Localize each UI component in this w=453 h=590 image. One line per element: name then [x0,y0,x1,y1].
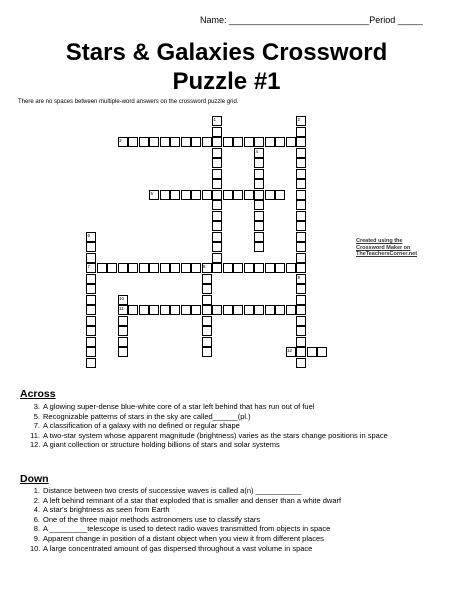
down-heading: Down [20,473,49,485]
grid-cell[interactable] [160,305,170,315]
grid-cell[interactable] [86,253,96,263]
grid-cell[interactable] [296,316,306,326]
name-blank[interactable]: ____________________________ [229,15,370,25]
grid-number-9: 9 [297,274,301,280]
grid-cell[interactable] [86,326,96,336]
grid-cell[interactable] [212,221,222,231]
period-blank[interactable]: _____ [397,15,423,25]
grid-cell[interactable] [223,137,233,147]
grid-cell[interactable] [107,263,117,273]
grid-cell[interactable] [118,337,128,347]
grid-cell[interactable] [212,242,222,252]
grid-cell[interactable] [202,305,212,315]
grid-cell[interactable] [212,148,222,158]
clue-across-11: 11. A two-star system whose apparent magnitude (brightness) varies as the stars change positions in space [30,430,388,440]
grid-cell[interactable] [212,158,222,168]
grid-cell[interactable] [160,190,170,200]
grid-cell[interactable] [254,200,264,210]
grid-cell[interactable] [296,253,306,263]
grid-cell[interactable] [254,169,264,179]
grid-cell[interactable] [202,137,212,147]
grid-cell[interactable] [181,137,191,147]
grid-number-3: 3 [119,138,122,143]
grid-cell[interactable] [223,263,233,273]
grid-cell[interactable] [212,127,222,137]
grid-cell[interactable] [202,295,212,305]
grid-cell[interactable] [254,211,264,221]
grid-cell[interactable] [296,137,306,147]
grid-cell[interactable] [86,347,96,357]
grid-cell[interactable] [191,263,201,273]
grid-cell[interactable] [202,316,212,326]
grid-number-2: 2 [297,117,301,122]
grid-cell[interactable] [181,190,191,200]
grid-cell[interactable] [296,347,306,357]
clue-across-3: 3. A glowing super-dense blue-white core of a star left behind that has run out of fuel [33,402,315,411]
grid-cell[interactable] [212,190,222,200]
grid-cell[interactable] [170,137,180,147]
grid-cell[interactable] [191,137,201,147]
grid-cell[interactable] [233,305,243,315]
clue-across-7: 7. A classification of a galaxy with no defined or regular shape [33,421,240,431]
grid-cell[interactable] [181,263,191,273]
grid-cell[interactable] [181,305,191,315]
grid-cell[interactable] [212,232,222,242]
grid-cell[interactable] [202,284,212,294]
clue-down-10: 10. A large concentrated amount of gas dispersed throughout a vast volume in space [30,543,313,553]
grid-cell[interactable] [118,326,128,336]
grid-cell[interactable] [118,347,128,357]
grid-cell[interactable] [296,211,306,221]
grid-cell[interactable] [286,305,296,315]
clue-down-2: 2. A left behind remnant of a star that exploded that is smaller and denser than a white dwarf [33,495,342,505]
clue-down-9: 9. Apparent change in position of a distant object when you view it from different places [33,533,324,543]
grid-cell[interactable] [139,263,149,273]
grid-number-10: 10 [119,295,125,301]
instructions-note: There are no spaces between multiple-word answers on the crossword puzzle grid. [18,99,239,105]
grid-cell[interactable] [233,137,243,147]
grid-cell[interactable] [86,316,96,326]
grid-cell[interactable] [296,179,306,189]
grid-cell[interactable] [317,347,327,357]
grid-cell[interactable] [254,263,264,273]
grid-cell[interactable] [86,358,96,368]
title-line-2: Puzzle #1 [172,68,281,95]
grid-cell[interactable] [149,263,159,273]
grid-cell[interactable] [212,200,222,210]
grid-cell[interactable] [296,263,306,273]
grid-cell[interactable] [233,263,243,273]
grid-cell[interactable] [254,158,264,168]
grid-number-6: 6 [87,232,91,238]
grid-cell[interactable] [265,137,275,147]
grid-cell[interactable] [97,263,107,273]
across-heading: Across [20,388,56,400]
grid-cell[interactable] [139,137,149,147]
grid-cell[interactable] [244,190,254,200]
grid-cell[interactable] [128,263,138,273]
grid-cell[interactable] [212,179,222,189]
grid-cell[interactable] [86,295,96,305]
grid-cell[interactable] [296,326,306,336]
grid-cell[interactable] [139,305,149,315]
grid-cell[interactable] [202,274,212,284]
clue-down-6: 6. One of the three major methods astronomers use to classify stars [33,514,261,524]
grid-cell[interactable] [118,316,128,326]
grid-cell[interactable] [296,148,306,158]
grid-cell[interactable] [275,305,285,315]
grid-cell[interactable] [128,137,138,147]
grid-cell[interactable] [202,347,212,357]
credit-line-1: Created using the [356,238,403,244]
grid-cell[interactable] [86,242,96,252]
grid-cell[interactable] [296,232,306,242]
grid-cell[interactable] [244,305,254,315]
grid-cell[interactable] [296,221,306,231]
grid-cell[interactable] [254,242,264,252]
period-label: Period [369,15,396,25]
grid-cell[interactable] [191,305,201,315]
grid-cell[interactable] [296,127,306,137]
clue-down-1: 1. Distance between two crests of successive waves is called a(n) ___________ [33,486,302,495]
grid-cell[interactable] [254,190,264,200]
grid-cell[interactable] [212,253,222,263]
grid-number-5: 5 [150,190,154,196]
grid-cell[interactable] [275,137,285,147]
grid-cell[interactable] [86,284,96,294]
grid-cell[interactable] [296,200,306,210]
across-clues [30,402,440,450]
grid-cell[interactable] [128,305,138,315]
grid-number-12: 12 [287,348,293,353]
grid-cell[interactable] [296,358,306,368]
grid-cell[interactable] [244,137,254,147]
grid-cell[interactable] [296,242,306,252]
grid-number-1: 1 [213,117,217,122]
grid-cell[interactable] [86,274,96,284]
grid-number-4: 4 [255,148,259,154]
grid-cell[interactable] [118,263,128,273]
grid-cell[interactable] [296,305,306,315]
title-line-1: Stars & Galaxies Crossword [65,39,388,66]
grid-cell[interactable] [86,305,96,315]
grid-cell[interactable] [191,190,201,200]
grid-cell[interactable] [265,305,275,315]
clue-across-5: 5. Recognizable patterns of stars in the sky are called______(pl.) [33,411,251,421]
grid-cell[interactable] [265,263,275,273]
grid-cell[interactable] [170,190,180,200]
clue-down-8: 8. A _________telescope is used to detect radio waves transmitted from objects in space [33,524,331,534]
grid-cell[interactable] [254,137,264,147]
grid-cell[interactable] [254,179,264,189]
grid-cell[interactable] [296,158,306,168]
grid-cell[interactable] [286,263,296,273]
grid-cell[interactable] [149,305,159,315]
grid-cell[interactable] [212,169,222,179]
grid-cell[interactable] [254,232,264,242]
grid-cell[interactable] [265,190,275,200]
grid-number-7: 7 [87,264,91,269]
grid-cell[interactable] [170,305,180,315]
grid-cell[interactable] [202,337,212,347]
grid-cell[interactable] [307,347,317,357]
grid-cell[interactable] [202,190,212,200]
grid-cell[interactable] [244,263,254,273]
grid-cell[interactable] [86,337,96,347]
grid-number-8: 8 [203,264,206,269]
grid-number-11: 11 [119,306,124,311]
grid-cell[interactable] [212,211,222,221]
grid-cell[interactable] [212,263,222,273]
grid-cell[interactable] [275,263,285,273]
grid-cell[interactable] [223,305,233,315]
grid-cell[interactable] [212,305,222,315]
grid-cell[interactable] [233,190,243,200]
grid-cell[interactable] [296,169,306,179]
grid-cell[interactable] [296,284,306,294]
grid-cell[interactable] [286,137,296,147]
grid-cell[interactable] [254,305,264,315]
down-clues [30,486,440,553]
grid-cell[interactable] [212,137,222,147]
credit-line-3: TheTeachersCorner.net [356,251,418,257]
clue-down-4: 4. A star's brightness as seen from Earth [33,505,170,515]
grid-cell[interactable] [160,263,170,273]
grid-cell[interactable] [223,190,233,200]
credit-text[interactable] [356,238,417,258]
name-label: Name: [200,15,227,25]
grid-cell[interactable] [296,337,306,347]
credit-line-2: Crossword Maker on [356,244,411,251]
grid-cell[interactable] [296,190,306,200]
grid-cell[interactable] [170,263,180,273]
grid-cell[interactable] [160,137,170,147]
grid-cell[interactable] [202,326,212,336]
grid-cell[interactable] [254,221,264,231]
grid-cell[interactable] [296,295,306,305]
grid-cell[interactable] [275,190,285,200]
grid-cell[interactable] [149,137,159,147]
clue-across-12: 12. A giant collection or structure holding billions of stars and solar systems [30,440,280,450]
